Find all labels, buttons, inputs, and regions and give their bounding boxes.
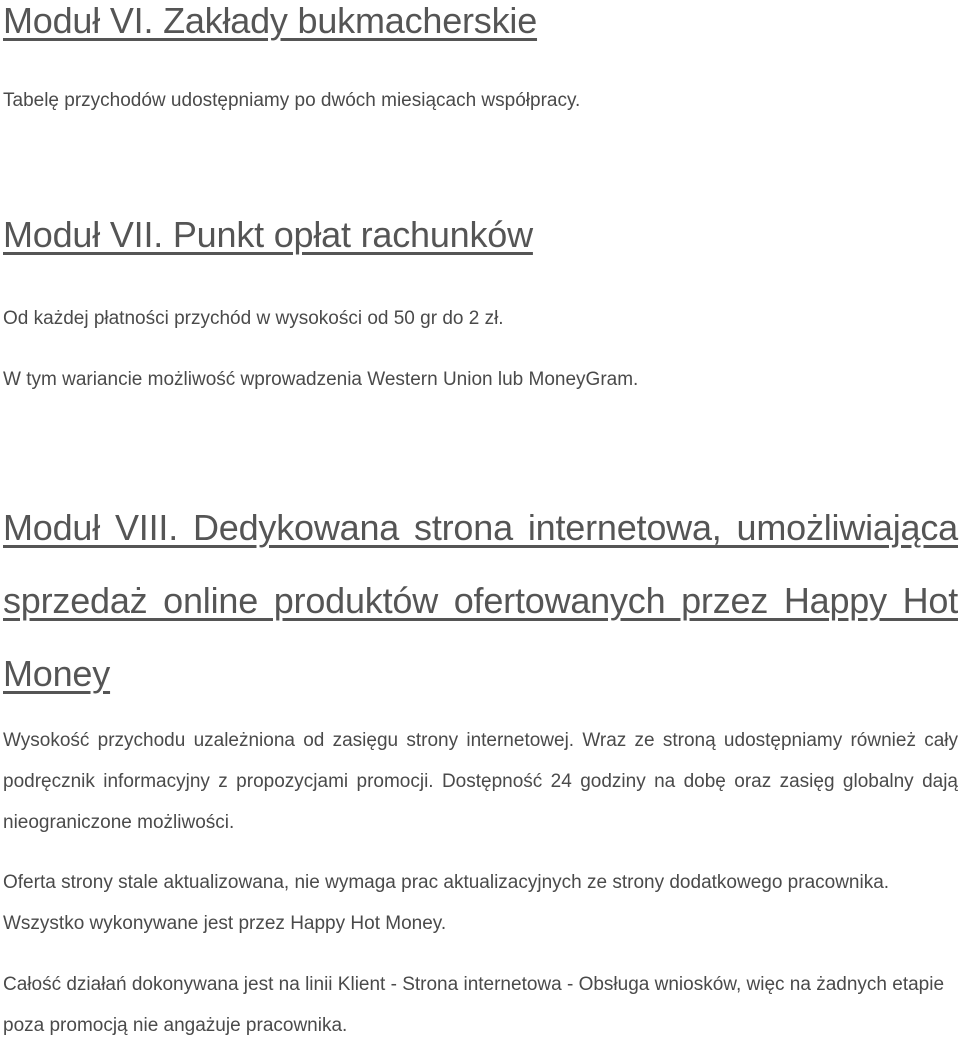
module-vii-text-1: Od każdej płatności przychód w wysokości od 50 gr do 2 zł. [3, 308, 504, 329]
module-viii-text-2: Oferta strony stale aktualizowana, nie wymaga prac aktualizacyjnych ze strony dodatkowego pracownika. Wszystko wykonywane jest przez Happy Hot Money. [3, 872, 890, 934]
heading-module-vii: Moduł VII. Punkt opłat rachunków [3, 214, 533, 255]
module-vi-text: Tabelę przychodów udostępniamy po dwóch miesiącach współpracy. [3, 90, 581, 111]
heading-module-viii: Moduł VIII. Dedykowana strona internetowa, umożliwiająca sprzedaż online produktów ofertowanych przez Happy Hot Money [3, 507, 958, 694]
module-viii-text-3: Całość działań dokonywana jest na linii Klient - Strona internetowa - Obsługa wniosków, więc na żadnych etapie poza promocją nie angażuje pracownika. [3, 974, 945, 1036]
module-vii-text-2: W tym wariancie możliwość wprowadzenia Western Union lub MoneyGram. [3, 369, 639, 390]
module-viii-text-1: Wysokość przychodu uzależniona od zasięgu strony internetowej. Wraz ze stroną udostępniamy również cały podręcznik informacyjny z propozycjami promocji. Dostępność 24 godziny na dobę oraz zasięg globalny dają nieograniczone możliwości. [3, 730, 958, 833]
heading-module-vi: Moduł VI. Zakłady bukmacherskie [3, 0, 538, 41]
